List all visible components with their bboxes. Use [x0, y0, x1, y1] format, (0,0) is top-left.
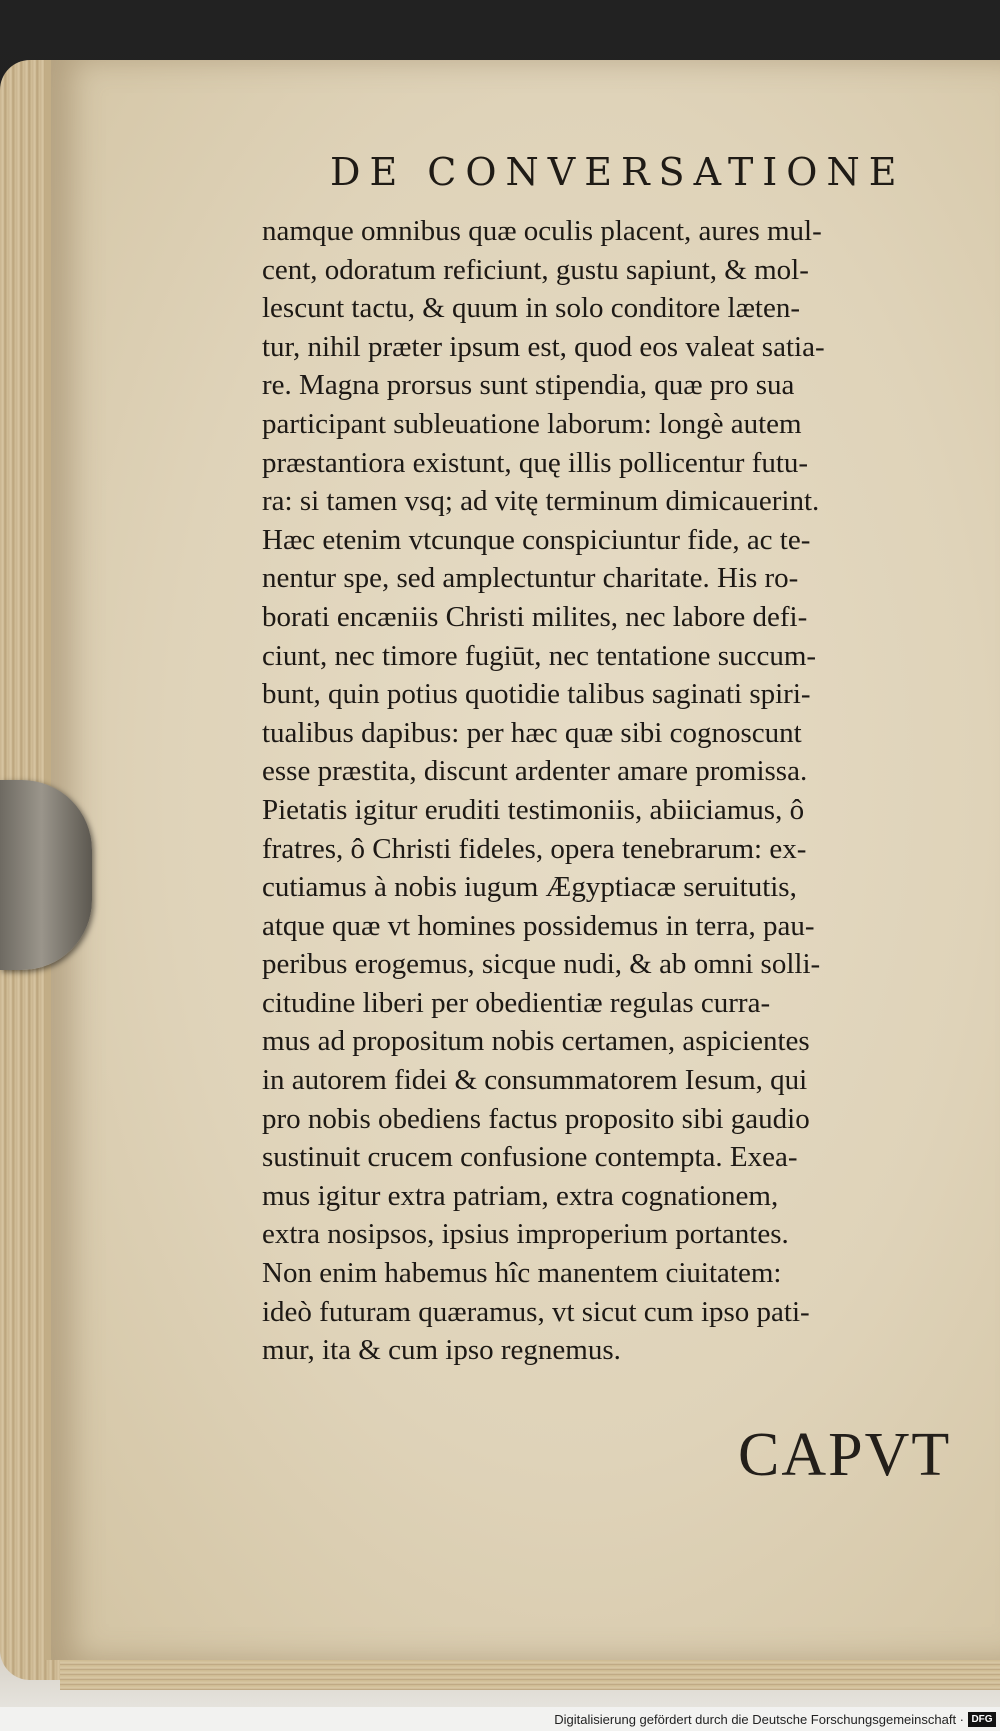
digitization-footer [0, 1707, 1000, 1731]
running-head: DE CONVERSATIONE [330, 150, 906, 194]
footer-credit: Digitalisierung gefördert durch die Deutsche Forschungsgemeinschaft · [554, 1712, 964, 1727]
text-line: borati encæniis Christi milites, nec labore defi- [262, 600, 808, 633]
text-line: extra nosipsos, ipsius improperium portantes. [262, 1218, 789, 1251]
dfg-logo: DFG [968, 1712, 996, 1727]
text-line: præstantiora existunt, quę illis pollicentur futu- [262, 446, 809, 479]
text-line: atque quæ vt homines possidemus in terra, pau- [262, 909, 815, 942]
body-text [262, 212, 952, 1370]
text-line: esse præstita, discunt ardenter amare promissa. [262, 755, 808, 788]
text-line: in autorem fidei & consummatorem Iesum, qui [262, 1064, 808, 1097]
text-line: tur, nihil præter ipsum est, quod eos valeat satia- [262, 330, 825, 363]
text-line: Hæc etenim vtcunque conspiciuntur fide, ac te- [262, 523, 811, 556]
text-line: cutiamus à nobis iugum Ægyptiacæ seruitutis, [262, 871, 797, 904]
text-line: lescunt tactu, & quum in solo conditore læten- [262, 292, 801, 325]
page-clamp [0, 780, 92, 970]
text-line: sustinuit crucem confusione contempta. Exea- [262, 1141, 798, 1174]
text-line: Non enim habemus hîc manentem ciuitatem: [262, 1257, 782, 1290]
text-line: pro nobis obediens factus proposito sibi gaudio [262, 1102, 810, 1135]
text-line: mus ad propositum nobis certamen, aspicientes [262, 1025, 810, 1058]
text-line: peribus erogemus, sicque nudi, & ab omni solli- [262, 948, 821, 981]
catchword: CAPVT [738, 1421, 952, 1489]
text-line: bunt, quin potius quotidie talibus saginati spiri- [262, 678, 811, 711]
text-line: Pietatis igitur eruditi testimoniis, abiiciamus, ô [262, 793, 805, 826]
text-line: mur, ita & cum ipso regnemus. [262, 1334, 621, 1367]
text-line: ideò futuram quæramus, vt sicut cum ipso pati- [262, 1295, 810, 1328]
text-line: re. Magna prorsus sunt stipendia, quæ pro sua [262, 369, 795, 402]
text-line: ciunt, nec timore fugiūt, nec tentatione succum- [262, 639, 817, 672]
text-line: nentur spe, sed amplectuntur charitate. His ro- [262, 562, 799, 595]
text-line: citudine liberi per obedientiæ regulas curra- [262, 986, 771, 1019]
text-line: ra: si tamen vsq; ad vitę terminum dimicauerint. [262, 485, 820, 518]
text-line: mus igitur extra patriam, extra cognationem, [262, 1179, 779, 1212]
text-line: participant subleuatione laborum: longè autem [262, 407, 802, 440]
text-line: cent, odoratum reficiunt, gustu sapiunt, & mol- [262, 253, 809, 286]
text-line: fratres, ô Christi fideles, opera tenebrarum: ex- [262, 832, 807, 865]
text-line: namque omnibus quæ oculis placent, aures mul- [262, 215, 822, 247]
text-line: tualibus dapibus: per hæc quæ sibi cognoscunt [262, 716, 802, 749]
